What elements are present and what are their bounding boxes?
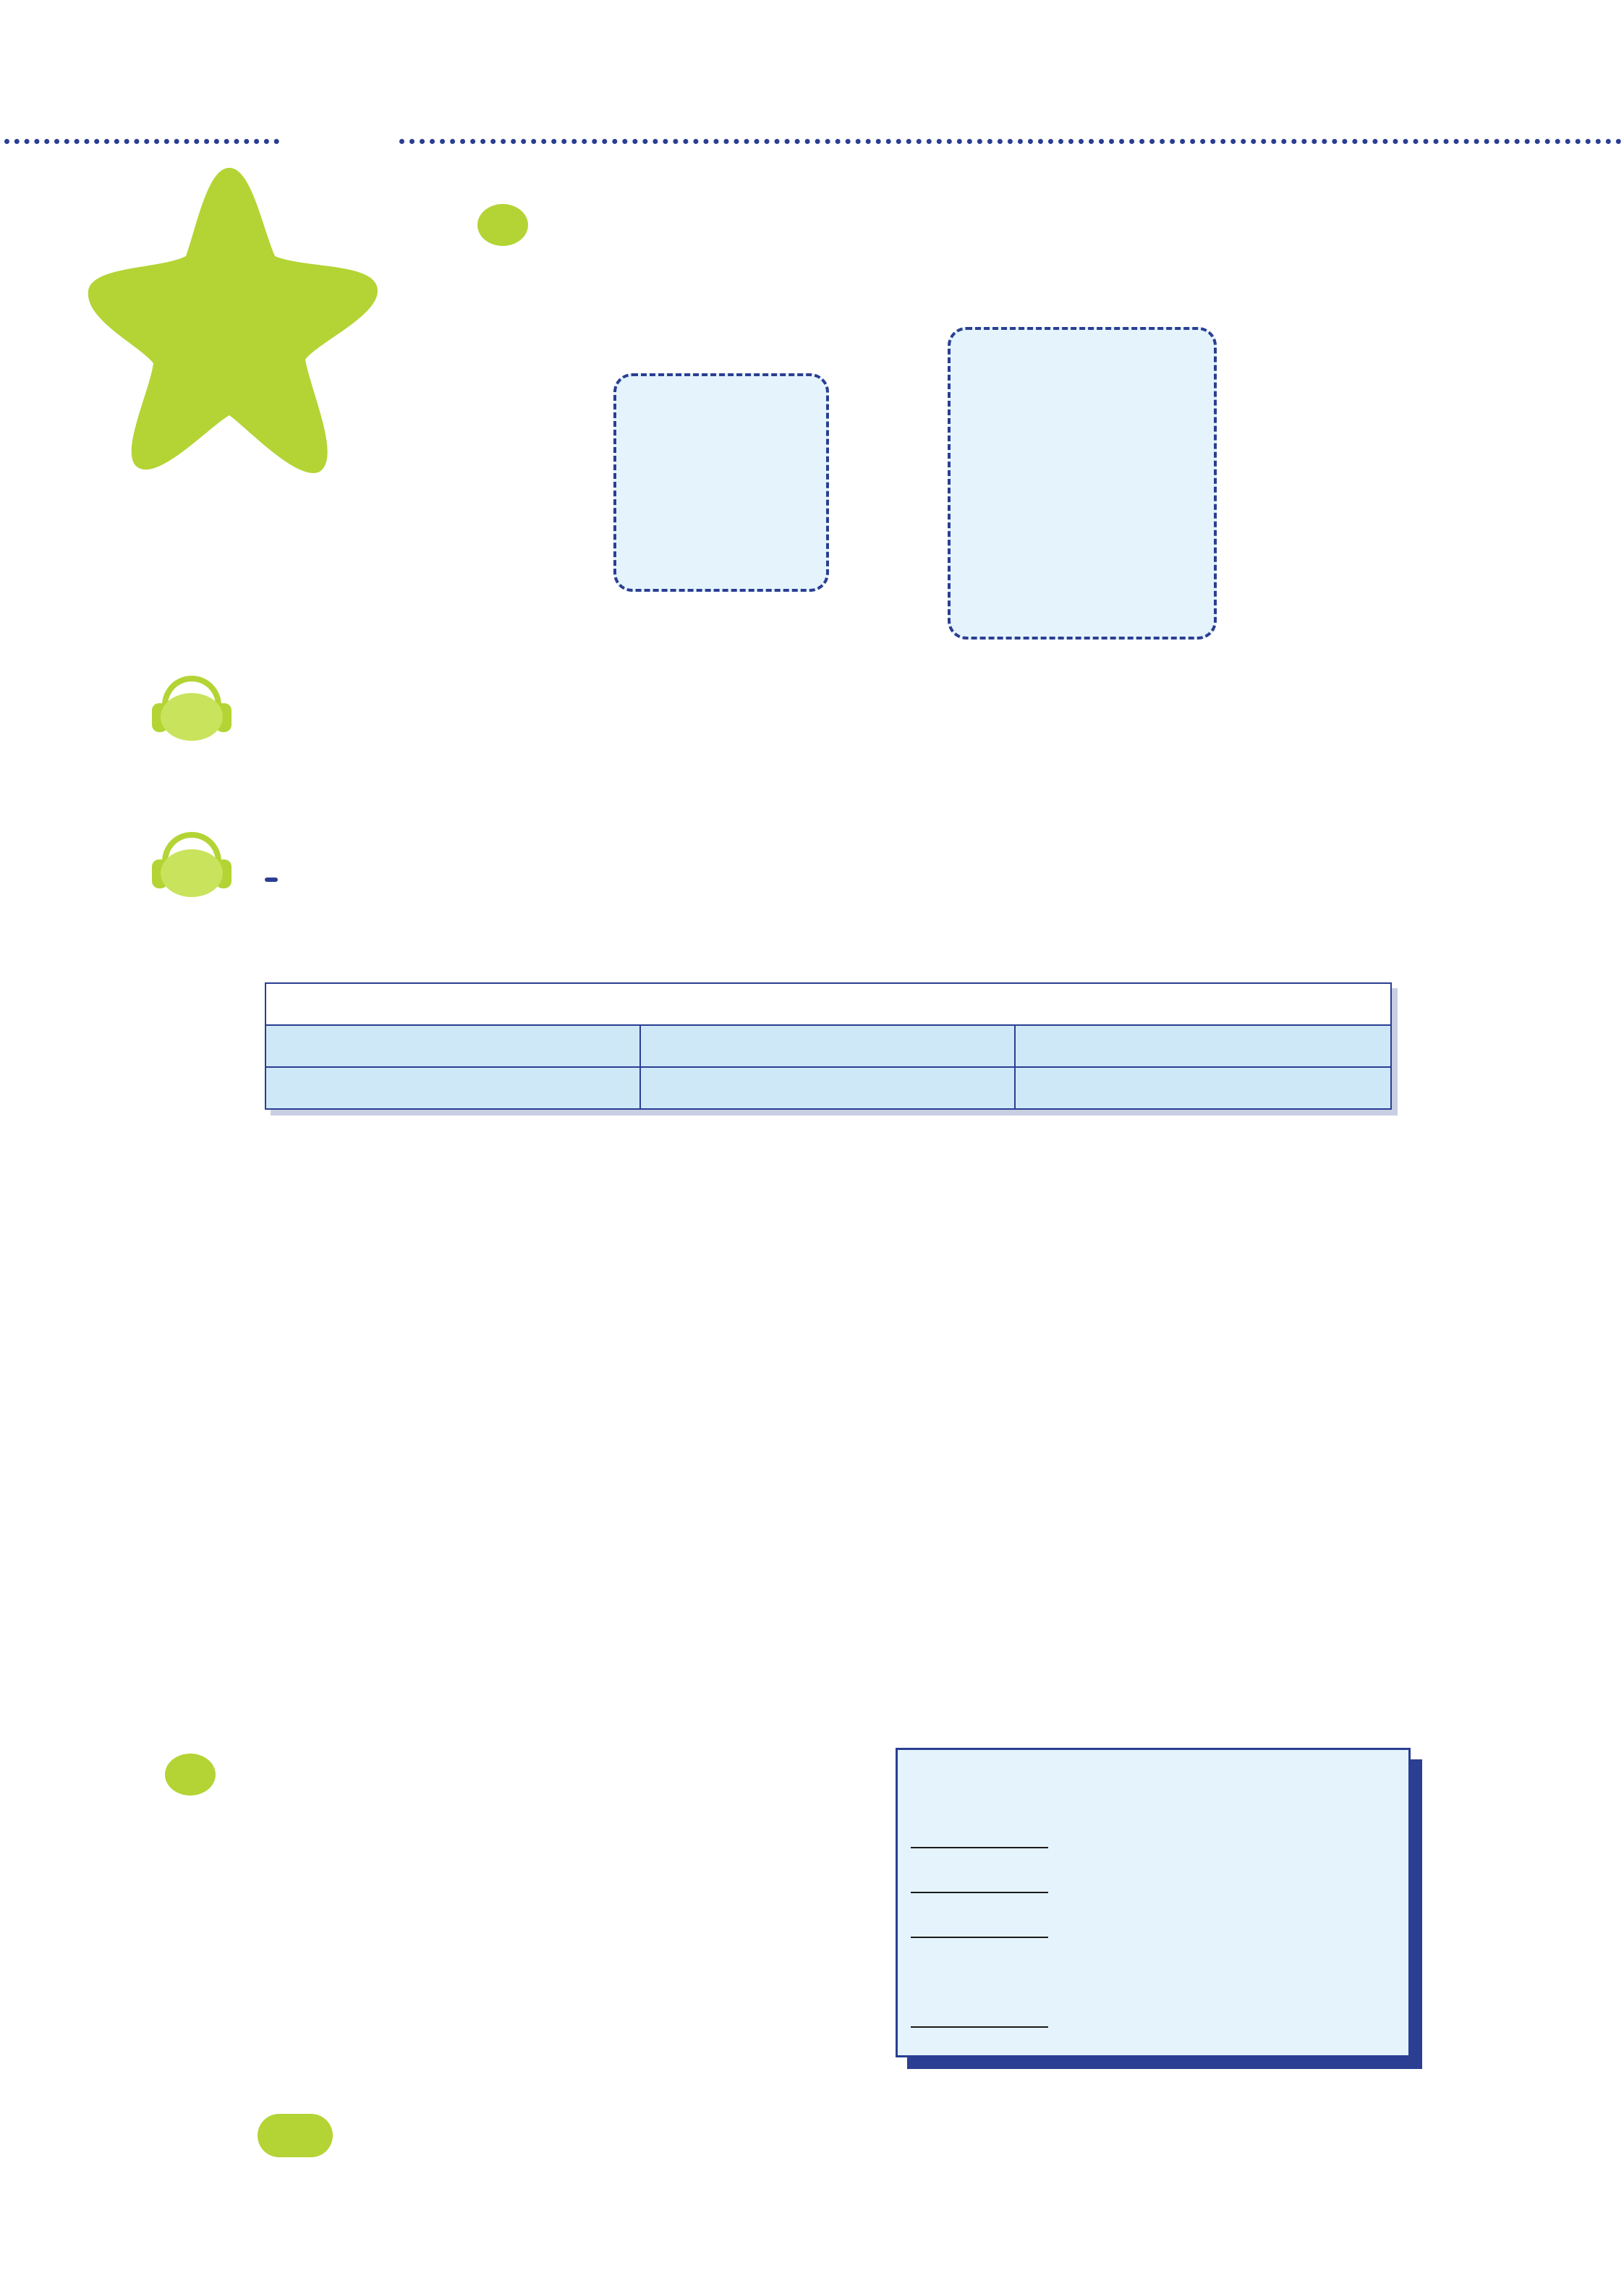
day-header <box>1015 1067 1391 1109</box>
day-header <box>265 1025 640 1067</box>
instruction-1c <box>265 848 278 894</box>
answer-blank[interactable] <box>911 1822 1048 1848</box>
badge-1a <box>477 204 528 246</box>
page-number <box>258 2114 333 2157</box>
badge-1b-label <box>161 693 223 741</box>
badge-1c <box>152 832 231 904</box>
section-b-star <box>81 161 385 479</box>
dialogue-line <box>911 1864 1048 1901</box>
badge-1b <box>152 676 231 748</box>
answer-blank[interactable] <box>911 1912 1048 1938</box>
header-dots-right <box>399 139 1622 144</box>
day-header <box>1015 1025 1391 1067</box>
day-header <box>640 1067 1015 1109</box>
badge-1d <box>165 1754 216 1796</box>
star-shape-icon <box>81 161 385 479</box>
day-header <box>265 1067 640 1109</box>
answer-blank[interactable] <box>911 2002 1048 2028</box>
badge-1c-label <box>161 849 223 897</box>
left-word-box <box>613 373 829 592</box>
dialogue-line <box>911 1999 1048 2036</box>
circled-word <box>265 878 278 882</box>
answer-blank[interactable] <box>911 1867 1048 1893</box>
schedule-month <box>265 983 1391 1025</box>
right-word-box <box>948 327 1217 640</box>
dialogue-line <box>911 1819 1048 1856</box>
day-header <box>640 1025 1015 1067</box>
dialogue-box <box>896 1748 1411 2057</box>
schedule-table <box>265 982 1392 1110</box>
dialogue-line <box>911 1909 1048 1946</box>
header-dots-left <box>4 139 279 144</box>
